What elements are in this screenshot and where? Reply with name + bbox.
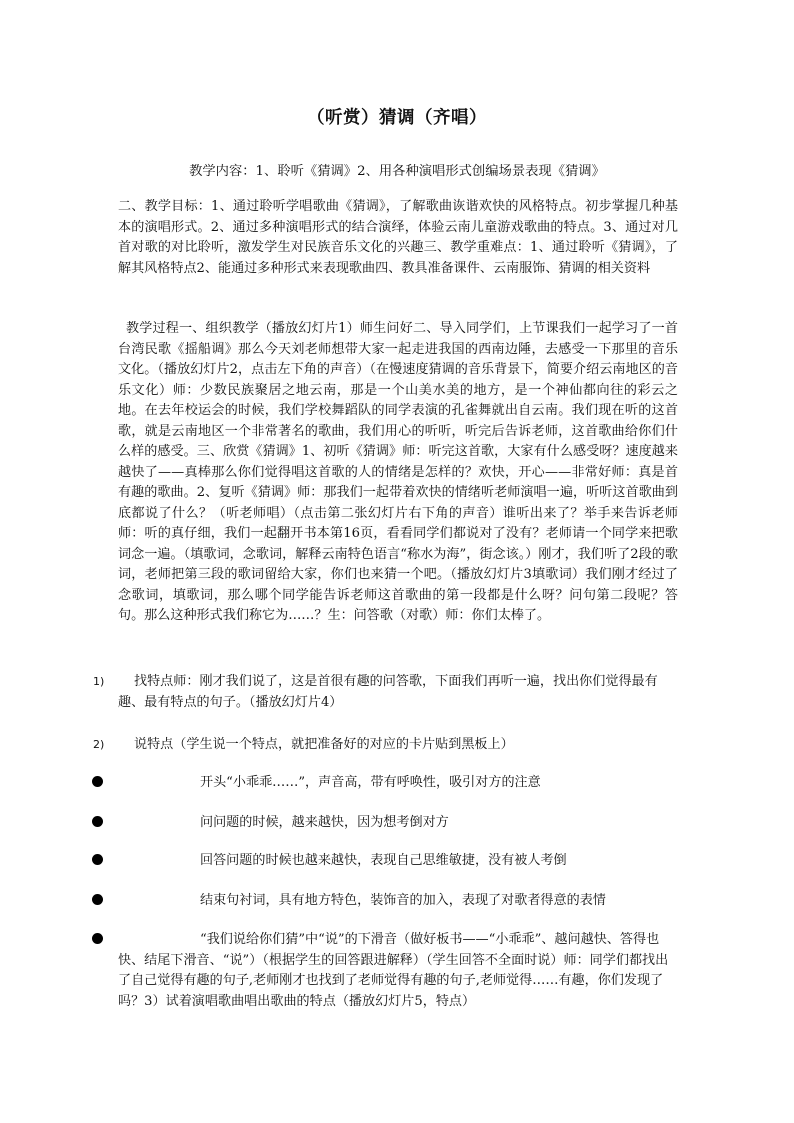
- bullet-text: 问问题的时候，越来越快，因为想考倒对方: [200, 815, 449, 830]
- bullet-icon: [92, 776, 103, 787]
- bullet-text: 结束句衬词，具有地方特色，装饰音的加入，表现了对歌者得意的表情: [200, 893, 606, 908]
- teaching-content-line: 教学内容：1、聆听《猜调》2、用各种演唱形式创编场景表现《猜调》: [189, 164, 605, 179]
- bullet-text: “我们说给你们猜”中“说”的下滑音（做好板书——“小乖乖”、越问越快、答得也快、结尾下滑音、“说”）（根据学生的回答跟进解释）（学生回答不全面时说）师：同学们都找出了自己觉得有趣的句子,老师刚才也找到了老师觉得有趣的句子,老师觉得……有趣，你们发现了吗？3）试着演唱歌曲唱出歌曲的特点（播放幻灯片5，特点）: [118, 932, 669, 1009]
- paragraph-objectives: 二、教学目标：1、通过聆听学唱歌曲《猜调》，了解歌曲诙谐欢快的风格特点。初步掌握几种基本的演唱形式。2、通过多种演唱形式的结合演绎，体验云南儿童游戏歌曲的特点。3、通过对几首对歌的对比聆听，激发学生对民族音乐文化的兴趣三、教学重难点：1、通过聆听《猜调》，了解其风格特点2、能通过多种形式来表现歌曲四、教具准备课件、云南服饰、猜调的相关资料: [118, 199, 678, 276]
- page-title: （听赏）猜调（齐唱）: [307, 108, 487, 128]
- item-text: 找特点师：刚才我们说了，这是首很有趣的问答歌，下面我们再听一遍，找出你们觉得最有趣、最有特点的句子。（播放幻灯片4）: [118, 674, 658, 710]
- bullet-icon: [92, 933, 103, 944]
- item-text: 说特点（学生说一个特点，就把准备好的对应的卡片贴到黑板上）: [134, 737, 514, 752]
- bullet-icon: [92, 854, 103, 865]
- paragraph-process: 教学过程一、组织教学（播放幻灯片1）师生问好二、导入同学们，上节课我们一起学习了一首台湾民歌《摇船调》那么今天刘老师想带大家一起走进我国的西南边陲，去感受一下那里的音乐文化。（播放幻灯片2，点击左下角的声音）（在慢速度猜调的音乐背景下，简要介绍云南地区的音乐文化）师：少数民族聚居之地云南，那是一个山美水美的地方，是一个神仙都向往的彩云之地。在去年校运会的时候，我们学校舞蹈队的同学表演的孔雀舞就出自云南。我们现在听的这首歌，就是云南地区一个非常著名的歌曲，我们用心的听听，听完后告诉老师，这首歌曲给你们什么样的感受。三、欣赏《猜调》1、初听《猜调》师：听完这首歌，大家有什么感受呀？速度越来越快了——真棒那么你们觉得唱这首歌的人的情绪是怎样的？欢快，开心——非常好师：真是首有趣的歌曲。2、复听《猜调》师：那我们一起带着欢快的情绪听老师演唱一遍，听听这首歌曲到底都说了什么？（听老师唱）（点击第二张幻灯片右下角的声音）谁听出来了？举手来告诉老师师：听的真仔细，我们一起翻开书本第16页，看看同学们都说对了没有？老师请一个同学来把歌词念一遍。（填歌词，念歌词，解释云南特色语言“称水为海”，街念该。）刚才，我们听了2段的歌词，老师把第三段的歌词留给大家，你们也来猜一个吧。（播放幻灯片3填歌词）我们刚才经过了念歌词，填歌词，那么哪个同学能告诉老师这首歌曲的第一段都是什么呀？问句第二段呢？答句。那么这种形式我们称它为……？生：问答歌（对歌）师：你们太棒了。: [118, 321, 678, 623]
- bullet-icon: [92, 894, 103, 905]
- bullet-icon: [92, 816, 103, 827]
- bullet-text: 回答问题的时候也越来越快，表现自己思维敏捷，没有被人考倒: [200, 853, 567, 868]
- item-number: 1): [93, 675, 105, 688]
- bullet-text: 开头“小乖乖……”，声音高，带有呼唤性，吸引对方的注意: [200, 775, 541, 790]
- item-number: 2): [93, 738, 105, 751]
